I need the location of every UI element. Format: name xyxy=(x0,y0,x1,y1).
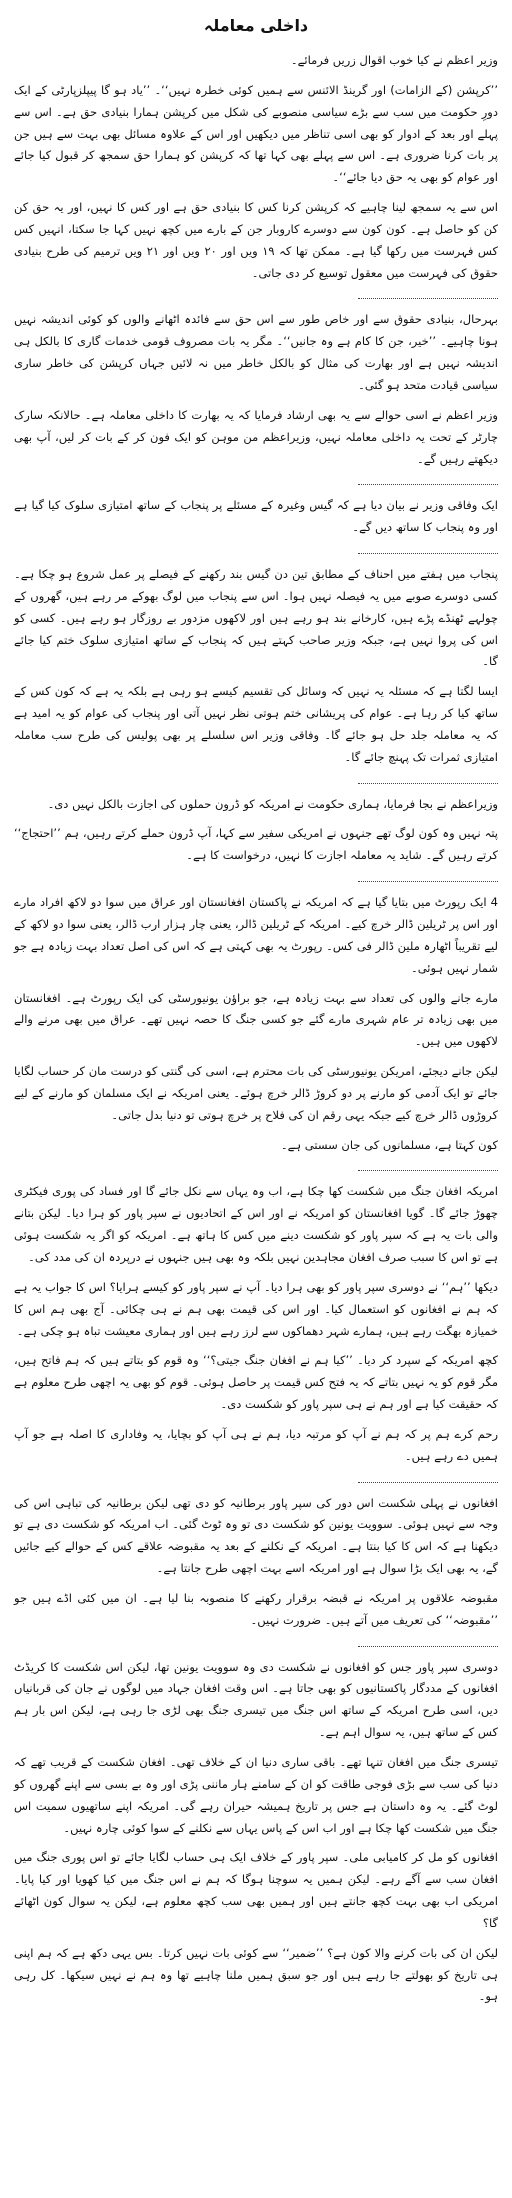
dotted-rule xyxy=(358,881,498,882)
paragraph: وزیر اعظم نے کیا خوب اقوال زریں فرمائے۔ xyxy=(290,53,498,67)
paragraph: تیسری جنگ میں افغان تنہا تھے۔ باقی ساری دنیا ان کے خلاف تھی۔ افغان شکست کے قریب تھے کہ دنیا کی سب سے بڑی فوجی طاقت کو ان کے سامنے ہار ماننی پڑی اور وہ بے بسی سے اپنے گھروں کو لوٹ گئے۔ یہ وہ داستان ہے جس پر تاریخ ہمیشہ حیران رہے گی۔ امریکہ اپنے ساتھیوں سمیت اس جنگ میں شکست کھا چکا ہے اور اب اس کے پاس یہاں سے نکلنے کے سوا کوئی چارہ نہیں۔ xyxy=(14,1755,498,1835)
column-section xyxy=(14,495,498,539)
paragraph: افغانوں کو مل کر کامیابی ملی۔ سپر پاور کے خلاف ایک ہی حساب لگایا جائے تو اس پوری جنگ میں افغان سب سے آگے رہے۔ لیکن ہمیں یہ سوچنا ہوگا کہ ہم نے اس جنگ میں کیا کھویا اور کیا پایا۔ امریکی اب بھی بہت کچھ جانتے ہیں اور ہمیں بھی سب کچھ معلوم ہے، لیکن یہ سوال کون اٹھائے گا؟ xyxy=(14,1850,498,1930)
paragraph: وزیر اعظم نے اسی حوالے سے یہ بھی ارشاد فرمایا کہ یہ بھارت کا داخلی معاملہ ہے۔ حالانکہ سارک چارٹر کے تحت یہ داخلی معاملہ نہیں، وزیراعظم من موہن کو ایک فون کر کے بات کر لیں، آپ بھی دیکھتے رہیں گے۔ xyxy=(14,407,498,466)
column-section xyxy=(14,50,498,284)
section-divider xyxy=(14,881,498,882)
paragraph: لیکن جانے دیجئے، امریکن یونیورسٹی کی بات محترم ہے، اسی کی گنتی کو درست مان کر حساب لگایا جائے تو ایک آدمی کو مارنے پر دو کروڑ ڈالر خرچ ہوئے۔ یعنی امریکہ نے ایک مسلمان کو مارنے کے لیے کروڑوں ڈالر خرچ کیے جبکہ یہی رقم ان کی فلاح پر خرچ ہوتی تو دنیا بدل جاتی۔ xyxy=(14,1064,498,1122)
section-divider xyxy=(14,1482,498,1483)
paragraph: اس سے یہ سمجھ لینا چاہیے کہ کرپشن کرنا کس کا بنیادی حق ہے اور کس کا نہیں، اور یہ حق کن کن کو حاصل ہے۔ کون کون سے دوسرے کاروبار جن کے بارے میں کچھ نہیں کہا جا سکتا، انہیں کس کس فہرست میں رکھا گیا ہے۔ ممکن تھا کہ ۱۹ ویں اور ۲۰ ویں اور ۲۱ ویں ترمیم کی طرح بنیادی حقوق کی فہرست میں معقول توسیع کر دی جاتی۔ xyxy=(14,200,498,280)
column-section xyxy=(14,1493,498,1632)
dotted-rule xyxy=(358,484,498,485)
paragraph: مقبوضہ علاقوں پر امریکہ نے قبضہ برقرار رکھنے کا منصوبہ بنا لیا ہے۔ ان میں کئی اڈے ہیں جو ’’مقبوضہ‘‘ کی تعریف میں آتے ہیں۔ ضرورت نہیں۔ xyxy=(14,1590,498,1627)
column-section xyxy=(14,892,498,1156)
paragraph: مارے جانے والوں کی تعداد سے بہت زیادہ ہے، جو براؤن یونیورسٹی کی ایک رپورٹ ہے۔ افغانستان میں بھی زیادہ تر عام شہری مارے گئے جو کسی جنگ کا حصہ نہیں تھے۔ عراق میں بھی مرنے والے لاکھوں میں ہیں۔ xyxy=(14,990,498,1049)
paragraph: ’’کرپشن (کے الزامات) اور گرینڈ الائنس سے ہمیں کوئی خطرہ نہیں‘‘۔ ’’یاد ہو گا پیپلزپارٹی کے ایک دورِ حکومت میں سب سے بڑے سیاسی منصوبے کی شکل میں کرپشن ہمارا بنیادی حق ہے۔ اس سے پہلے اور بعد کے ادوار کو بھی اسی تناظر میں دیکھیں اور اس کے علاوہ مسائل بھی بہت سے ہیں جن پر بات کرنا ضروری ہے۔ اس سے پہلے بھی کہا تھا کہ کرپشن کو ہمارا حق سمجھ کر قبول کیا جائے اور عوام کو بھی یہ حق دیا جائے‘‘۔ xyxy=(14,82,498,185)
paragraph: بہرحال، بنیادی حقوق سے اور خاص طور سے اس حق سے فائدہ اٹھانے والوں کو کوئی اندیشہ نہیں ہونا چاہیے۔ ’’خیر، جن کا کام ہے وہ جانیں‘‘۔ مگر یہ بات مصروف قومی خدمات گاری کا بالکل ہی اندیشہ نہیں ہے اور بھارت کی مثال کو بالکل خاطر میں نہ لائیں جہاں کرپشن کی خاطر ساری سیاسی قیادت متحد ہو گئی۔ xyxy=(14,312,498,392)
column-title: داخلی معاملہ xyxy=(203,16,309,35)
column-section xyxy=(14,1181,498,1467)
section-divider xyxy=(14,298,498,299)
paragraph: کون کہتا ہے، مسلمانوں کی جان سستی ہے۔ xyxy=(280,1137,498,1152)
dotted-rule xyxy=(358,1170,498,1171)
dotted-rule xyxy=(358,1482,498,1483)
paragraph: 4 ایک رپورٹ میں بتایا گیا ہے کہ امریکہ نے پاکستان افغانستان اور عراق میں سوا دو لاکھ افراد مارے اور اس پر ٹریلین ڈالر خرچ کیے۔ امریکہ کے ٹریلین ڈالر، یعنی چار ہزار ارب ڈالر، یعنی سوا دو لاکھ کے لیے تقریباً اٹھارہ ملین ڈالر فی کس۔ رپورٹ یہ بھی کہتی ہے کہ اس کی اصل تعداد بہت زیادہ ہے جو شمار نہیں ہوئی۔ xyxy=(14,895,498,975)
paragraph: دوسری سپر پاور جس کو افغانوں نے شکست دی وہ سوویت یونین تھا، لیکن اس شکست کا کریڈٹ افغانوں کے مددگار پاکستانیوں کو بھی جاتا ہے۔ اس وقت افغان جہاد میں لوگوں نے جان کی قربانیاں دیں، اسی طرح امریکہ کے ساتھ اس جنگ میں تیسری جنگ بھی لڑی جا رہی ہے، لیکن اس بار ہم کس کے ساتھ ہیں، یہ سوال اہم ہے۔ xyxy=(14,1659,498,1740)
column-section xyxy=(14,309,498,470)
paragraph: ایسا لگتا ہے کہ مسئلہ یہ نہیں کہ وسائل کی تقسیم کیسے ہو رہی ہے بلکہ یہ ہے کہ کون کس کے ساتھ کیا کر رہا ہے۔ عوام کی پریشانی ختم ہوتی نظر نہیں آتی اور پنجاب کی عوام کو یہ امید ہے کہ یہ معاملہ جلد حل ہو جائے گا۔ وفاقی وزیر اس سلسلے پر بھی پولیس کی طرح سب معاملہ امتیازی ثمرات تک پہنچ جائے گا۔ xyxy=(14,684,498,764)
paragraph: کچھ امریکہ کے سپرد کر دیا۔ ’’کیا ہم نے افغان جنگ جیتی؟‘‘ وہ قوم کو بتاتے ہیں کہ ہم فاتح ہیں، مگر قوم کو یہ نہیں بتاتے کہ یہ فتح کس قیمت پر حاصل ہوئی۔ قوم کو بھی یہ اچھی طرح معلوم ہے کہ حقیقت کیا ہے اور ہم نے ہی سپر پاور کو شکست دی۔ xyxy=(14,1353,498,1412)
dotted-rule xyxy=(358,783,498,784)
section-divider xyxy=(14,1170,498,1171)
dotted-rule xyxy=(358,1646,498,1647)
paragraph: پنجاب میں ہفتے میں احناف کے مطابق تین دن گیس بند رکھنے کے فیصلے پر عمل شروع ہو چکا ہے۔ کسی دوسرے صوبے میں یہ فیصلہ نہیں ہوا۔ اس سے پنجاب میں لوگ بھوکے مر رہے ہیں، گھروں کے چولہے ٹھنڈے پڑے ہیں، کارخانے بند ہو رہے ہیں اور لاکھوں مزدور بے روزگار ہو رہے ہیں۔ کسی کو اس کی پروا نہیں ہے، جبکہ وزیر صاحب کہتے ہیں کہ پنجاب کے ساتھ امتیازی سلوک ختم کیا جائے گا۔ xyxy=(14,567,498,669)
paragraph: ایک وفاقی وزیر نے بیان دیا ہے کہ گیس وغیرہ کے مسئلے پر پنجاب کے ساتھ امتیازی سلوک کیا گیا ہے اور وہ پنجاب کا ساتھ دیں گے۔ xyxy=(14,498,498,535)
section-divider xyxy=(14,783,498,784)
paragraph: لیکن ان کی بات کرنے والا کون ہے؟ ’’ضمیر‘‘ سے کوئی بات نہیں کرتا۔ بس یہی دکھ ہے کہ ہم اپنی ہی تاریخ کو بھولتے جا رہے ہیں اور جو سبق ہمیں ملنا چاہیے تھا وہ ہم نے نہیں سیکھا۔ کل رہی ہو۔ xyxy=(14,1945,498,2004)
column-section xyxy=(14,564,498,769)
paragraph: پتہ نہیں وہ کون لوگ تھے جنہوں نے امریکی سفیر سے کہا، آپ ڈرون حملے کرتے رہیں، ہم ’’احتجاج‘‘ کرتے رہیں گے۔ شاید یہ معاملہ اجازت کا نہیں، درخواست کا ہے۔ xyxy=(14,826,498,863)
paragraph: دیکھا ’’ہم‘‘ نے دوسری سپر پاور کو بھی ہرا دیا۔ آپ نے سپر پاور کو کیسے ہرایا؟ اس کا جواب یہ ہے کہ ہم نے افغانوں کو استعمال کیا۔ اور اس کی قیمت بھی ہم نے ہی چکائی۔ آج بھی ہم اس کا خمیازہ بھگت رہے ہیں، ہمارے شہر دھماکوں سے لرز رہے ہیں اور ہماری معیشت تباہ ہو چکی ہے۔ xyxy=(14,1279,498,1338)
paragraph: افغانوں نے پہلی شکست اس دور کی سپر پاور برطانیہ کو دی تھی لیکن برطانیہ کی تباہی اس کی وجہ سے نہیں ہوئی۔ سوویت یونین کو شکست دی تو وہ ٹوٹ گئی۔ اب امریکہ کو شکست دی ہے تو دیکھنا ہے کہ اس کا کیا بنتا ہے۔ امریکہ کے نکلنے کے بعد یہ مقبوضہ علاقے کس کے حوالے کیے جائیں گے، یہ بھی ایک بڑا سوال ہے اور امریکہ اسے بہت اچھی طرح جانتا ہے۔ xyxy=(14,1495,498,1576)
section-divider xyxy=(14,553,498,554)
dotted-rule xyxy=(358,553,498,554)
column-body xyxy=(14,50,498,2008)
dotted-rule xyxy=(358,298,498,299)
column-section xyxy=(14,1657,498,2009)
section-divider xyxy=(14,1646,498,1647)
paragraph: رحم کرے ہم پر کہ ہم نے آپ کو مرتبہ دیا، ہم نے ہی آپ کو بچایا، یہ وفاداری کا اصلہ ہے جو آپ ہمیں دے رہے ہیں۔ xyxy=(14,1426,498,1463)
column-section xyxy=(14,794,498,868)
section-divider xyxy=(14,484,498,485)
paragraph: وزیراعظم نے بجا فرمایا، ہماری حکومت نے امریکہ کو ڈرون حملوں کی اجازت بالکل نہیں دی۔ xyxy=(47,796,498,811)
paragraph: امریکہ افغان جنگ میں شکست کھا چکا ہے، اب وہ یہاں سے نکل جائے گا اور فساد کی پوری فیکٹری چھوڑ جائے گا۔ گویا افغانستان کو امریکہ نے اور اس کے اتحادیوں نے سپر پاور کو ہرا دیا۔ لیکن بتانے والی بات یہ ہے کہ سپر پاور کو شکست دینے میں کس کا ہاتھ ہے۔ امریکہ کو اگر یہ شکست ہوئی ہے تو اس کا سبب صرف افغان مجاہدین نہیں بلکہ وہ بھی ہیں جنہوں نے درپردہ ان کی مدد کی۔ xyxy=(14,1184,498,1264)
